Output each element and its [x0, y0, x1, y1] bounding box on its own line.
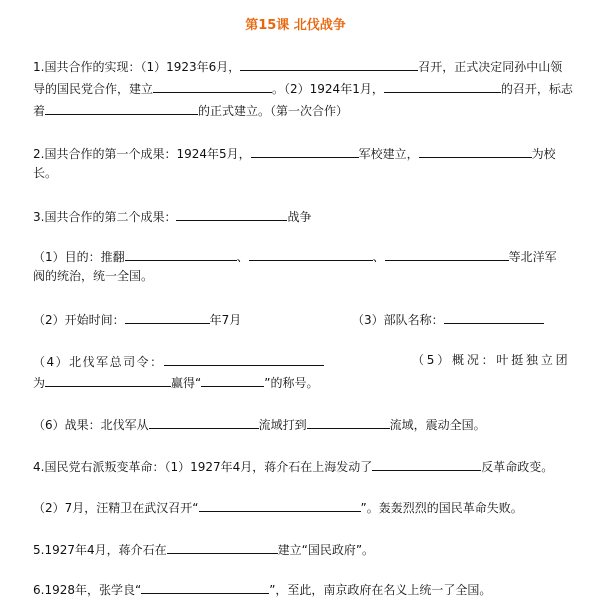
- answer-blank[interactable]: [125, 248, 237, 261]
- answer-blank[interactable]: [199, 499, 361, 512]
- answer-blank[interactable]: [45, 374, 171, 387]
- question-3-6: （6）战果：北伐军从 流域打到 流域，震动全国。: [33, 418, 486, 432]
- question-1-line-1: 1.国共合作的实现：（1）1923年6月， 召开，正式决定同孙中山领: [33, 60, 563, 74]
- answer-blank[interactable]: [240, 58, 418, 71]
- question-3-2: （2）开始时间： 年7月: [33, 313, 242, 327]
- question-3-4: （4）北伐军总司令：: [33, 353, 324, 369]
- question-3-1-line-1: （1）目的：推翻 、 、 等北洋军: [33, 250, 557, 264]
- answer-blank[interactable]: [201, 374, 264, 387]
- question-3-3: （3）部队名称：: [352, 311, 544, 327]
- question-6: 6.1928年，张学良“ ”，至此，南京政府在名义上统一了全国。: [33, 583, 492, 597]
- question-4-line-1: 4.国民党右派叛变革命：（1）1927年4月，蒋介石在上海发动了 反革命政变。: [33, 460, 554, 474]
- question-2-line-2: 长。: [33, 166, 58, 180]
- answer-blank[interactable]: [372, 458, 481, 471]
- answer-blank[interactable]: [251, 145, 359, 158]
- answer-blank[interactable]: [153, 80, 272, 93]
- question-3: 3.国共合作的第二个成果： 战争: [33, 210, 312, 224]
- answer-blank[interactable]: [45, 102, 198, 115]
- question-3-5-line-2: 为 赢得“ ”的称号。: [33, 376, 319, 390]
- answer-blank[interactable]: [307, 416, 390, 429]
- answer-blank[interactable]: [149, 416, 259, 429]
- answer-blank[interactable]: [249, 248, 373, 261]
- question-3-5: （5）概况：叶挺独立团: [412, 353, 571, 367]
- question-3-1-line-2: 阀的统治，统一全国。: [33, 269, 154, 283]
- question-2-line-1: 2.国共合作的第一个成果：1924年5月， 军校建立， 为校: [33, 147, 556, 161]
- answer-blank[interactable]: [141, 581, 269, 594]
- answer-blank[interactable]: [385, 248, 509, 261]
- lesson-title: 第15课 北伐战争: [245, 18, 346, 33]
- answer-blank[interactable]: [125, 311, 210, 324]
- answer-blank[interactable]: [176, 208, 287, 221]
- answer-blank[interactable]: [384, 80, 501, 93]
- answer-blank[interactable]: [164, 353, 324, 366]
- question-4-line-2: （2）7月，汪精卫在武汉召开“ ”。轰轰烈烈的国民革命失败。: [33, 501, 523, 515]
- answer-blank[interactable]: [167, 541, 278, 554]
- question-1-line-3: 着 的正式建立。（第一次合作）: [33, 104, 349, 118]
- question-1-line-2: 导的国民党合作，建立 。（2）1924年1月， 的召开，标志: [33, 82, 573, 96]
- answer-blank[interactable]: [444, 311, 544, 324]
- answer-blank[interactable]: [419, 145, 532, 158]
- question-5: 5.1927年4月，蒋介石在 建立“国民政府”。: [33, 543, 375, 557]
